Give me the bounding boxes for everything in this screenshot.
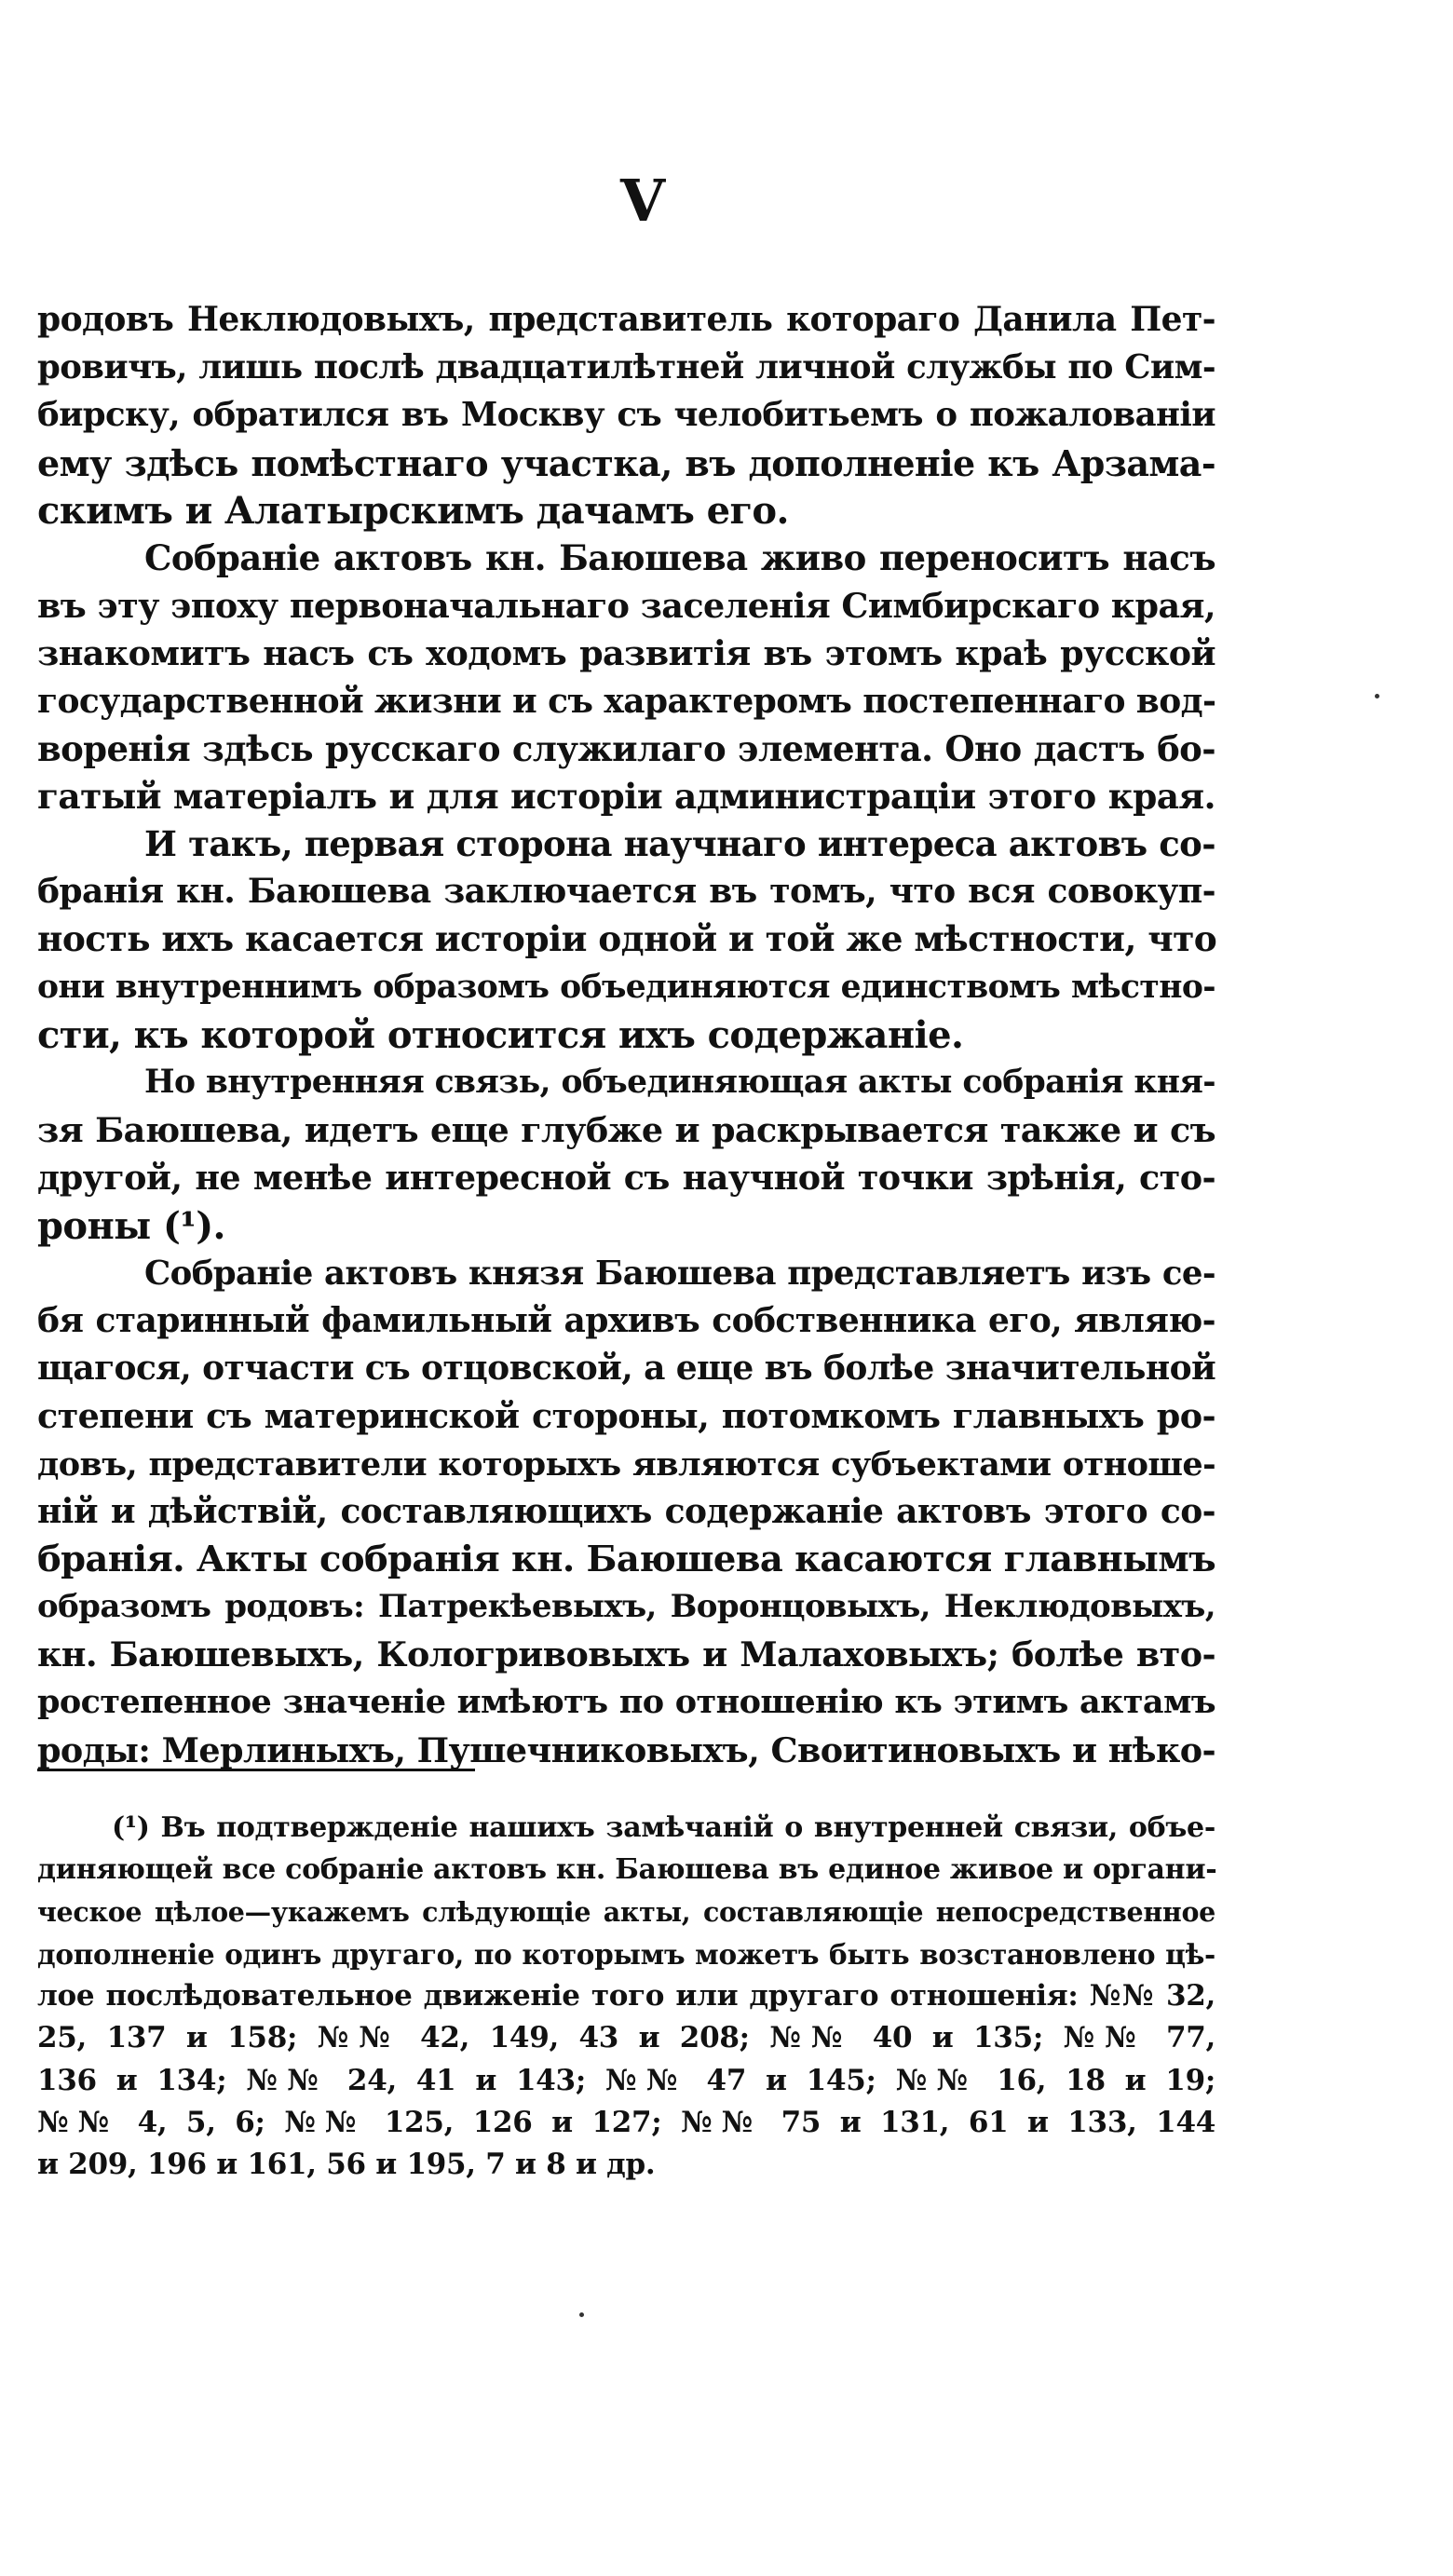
text-line: бранія. Акты собранія кн. Баюшева касаются главнымъ [37,1538,1215,1580]
text-line: воренія здѣсь русскаго служилаго элемента. Оно дастъ бо- [37,727,1215,769]
footnote-line: ческое цѣлое—укажемъ слѣдующіе акты, составляющіе непосредственное [37,1895,1215,1928]
text-line: въ эту эпоху первоначальнаго заселенія Симбирскаго края, [37,586,1215,627]
text-line: ровичъ, лишь послѣ двадцатилѣтней личной службы по Сим- [37,348,1215,387]
text-line: бранія кн. Баюшева заключается въ томъ, что вся совокуп- [37,872,1215,912]
text-line: роды: Мерлиныхъ, Пушечниковыхъ, Своитиновыхъ и нѣко- [37,1729,1215,1770]
text-line: родовъ Неклюдовыхъ, представитель котораго Данила Пет- [37,300,1215,339]
text-line: бирску, обратился въ Москву съ челобитьемъ о пожалованіи [37,396,1215,435]
text-line: образомъ родовъ: Патрекѣевыхъ, Воронцовыхъ, Неклюдовыхъ, [37,1588,1215,1626]
text-line: гатый матеріалъ и для исторіи администраціи этого края. [37,775,1215,817]
text-line: И такъ, первая сторона научнаго интереса актовъ со- [144,823,1215,865]
footnote-line: диняющей все собраніе актовъ кн. Баюшева въ единое живое и органи- [37,1853,1217,1887]
text-line: скимъ и Алатырскимъ дачамъ его. [37,488,789,533]
text-line: зя Баюшева, идетъ еще глубже и раскрывается также и съ [37,1110,1215,1151]
text-line: ній и дѣйствій, составляющихъ содержаніе актовъ этого со- [37,1491,1215,1531]
footnote-line: лое послѣдовательное движеніе того или другаго отношенія: №№ 32, [37,1979,1215,2013]
footnote-line: 136 и 134; №№ 24, 41 и 143; №№ 47 и 145; №№ 16, 18 и 19; [37,2063,1215,2097]
footnote [37,1807,1215,2187]
text-line: государственной жизни и съ характеромъ постепеннаго вод- [37,681,1216,721]
footnote-line: 25, 137 и 158; №№ 42, 149, 43 и 208; №№ 40 и 135; №№ 77, [37,2021,1215,2055]
text-line: степени съ материнской стороны, потомкомъ главныхъ ро- [37,1396,1215,1437]
text-line: ему здѣсь помѣстнаго участка, въ дополненіе къ Арзама- [37,441,1215,484]
footnote-line: и 209, 196 и 161, 56 и 195, 7 и 8 и др. [37,2148,656,2182]
text-line: роны (¹). [37,1203,225,1248]
page-number: V [619,167,666,235]
text-line: бя старинный фамильный архивъ собственника его, являю- [37,1300,1215,1340]
footnote-line: (¹) Въ подтвержденіе нашихъ замѣчаній о внутренней связи, объе- [112,1811,1215,1844]
text-line: Собраніе актовъ князя Баюшева представляетъ изъ се- [144,1254,1215,1293]
text-line: Но внутренняя связь, объединяющая акты собранія кня- [144,1064,1215,1101]
footnote-line: дополненіе одинъ другаго, по которымъ можетъ быть возстановлено цѣ- [37,1937,1215,1971]
text-line: кн. Баюшевыхъ, Кологривовыхъ и Малаховыхъ; болѣе вто- [37,1634,1215,1675]
text-line: щагося, отчасти съ отцовской, а еще въ болѣе значительной [37,1349,1216,1389]
text-line: сти, къ которой относится ихъ содержаніе. [37,1012,964,1057]
text-line: они внутреннимъ образомъ объединяются единствомъ мѣстно- [37,968,1215,1006]
text-line: Собраніе актовъ кн. Баюшева живо переноситъ насъ [144,536,1215,578]
text-line: ростепенное значеніе имѣютъ по отношенію къ этимъ актамъ [37,1683,1215,1722]
text-line: ность ихъ касается исторіи одной и той же мѣстности, что [37,918,1217,960]
print-speck [1375,694,1379,698]
footnote-divider [37,1769,475,1771]
text-line: другой, не менѣе интересной съ научной точки зрѣнія, сто- [37,1158,1215,1199]
text-line: довъ, представители которыхъ являются субъектами отноше- [37,1444,1215,1484]
main-text [37,296,1215,1774]
text-line: знакомитъ насъ съ ходомъ развитія въ этомъ краѣ русской [37,633,1215,674]
footnote-line: №№ 4, 5, 6; №№ 125, 126 и 127; №№ 75 и 131, 61 и 133, 144 [37,2106,1215,2140]
print-speck [579,2312,584,2317]
